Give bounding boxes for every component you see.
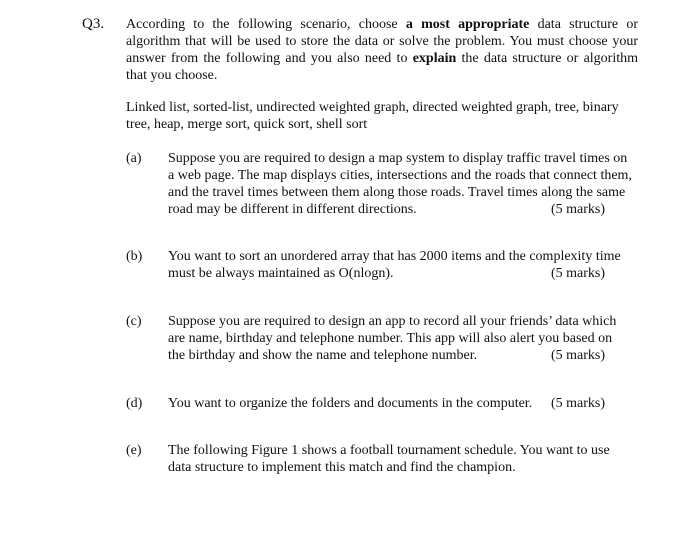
part-b-marks: (5 marks) <box>551 266 606 281</box>
part-c-line: the birthday and show the name and telephone number. <box>168 348 478 363</box>
instructions-text-3: the data structure or algorithm that you choose. <box>126 51 639 83</box>
instructions-text-1: According to the following scenario, choose <box>126 17 406 32</box>
answer-options: Linked list, sorted-list, undirected weighted graph, directed weighted graph, tree, binary tree, heap, merge sort, quick sort, shell sort <box>126 100 619 132</box>
question-instructions <box>126 16 638 84</box>
part-b-line: must be always maintained as O(nlogn). <box>168 266 394 281</box>
instructions-text-2: data structure or algorithm that will be used to store the data or solve the problem. You must choose your answer from the following and you also need to <box>126 17 638 66</box>
part-a-label: (a) <box>126 151 142 166</box>
part-a-marks: (5 marks) <box>551 202 606 217</box>
part-a-line: Suppose you are required to design a map system to display traffic travel times on <box>168 151 628 166</box>
part-c-line: are name, birthday and telephone number. This app will also alert you based on <box>168 331 613 346</box>
part-d-line: You want to organize the folders and documents in the computer. <box>168 396 533 411</box>
part-d-label: (d) <box>126 396 143 411</box>
part-d-marks: (5 marks) <box>551 396 606 411</box>
question-number: Q3. <box>82 16 105 32</box>
instructions-bold-1: a most appropriate <box>405 17 530 32</box>
part-e-line: data structure to implement this match and find the champion. <box>168 460 516 475</box>
part-a-line: and the travel times between them along those roads. Travel times along the same <box>168 185 626 200</box>
part-c-marks: (5 marks) <box>551 348 606 363</box>
part-c-label: (c) <box>126 314 142 329</box>
part-a-line: a web page. The map displays cities, intersections and the roads that connect them, <box>168 168 632 183</box>
part-c-line: Suppose you are required to design an app to record all your friends’ data which <box>168 314 617 329</box>
part-e-text <box>168 442 636 476</box>
part-e-label: (e) <box>126 443 142 458</box>
part-e-line: The following Figure 1 shows a football tournament schedule. You want to use <box>168 443 610 458</box>
instructions-bold-2: explain <box>412 51 457 66</box>
part-b-label: (b) <box>126 249 143 264</box>
part-b-line: You want to sort an unordered array that has 2000 items and the complexity time <box>168 249 621 264</box>
part-a-line: road may be different in different directions. <box>168 202 417 217</box>
